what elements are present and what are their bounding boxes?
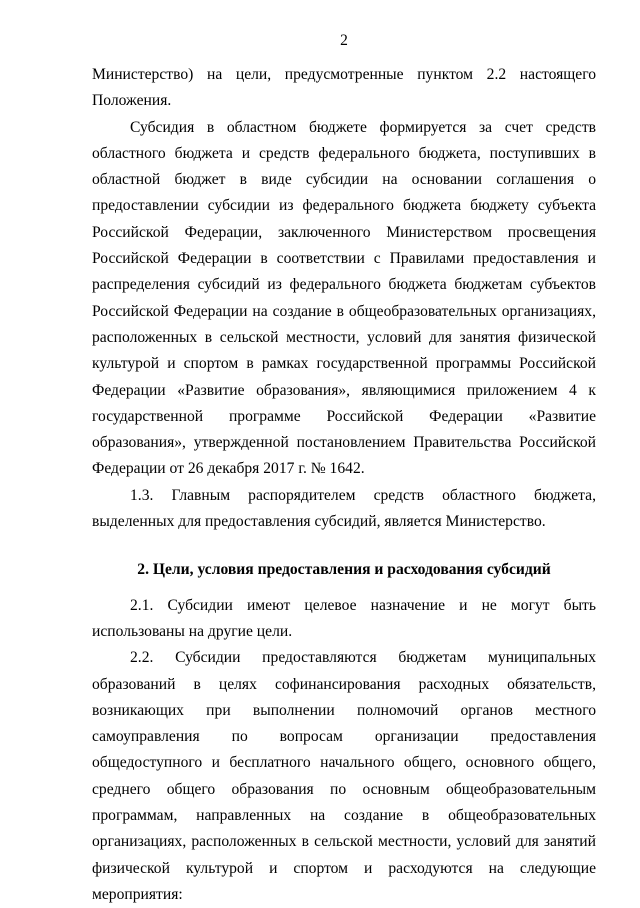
paragraph-1-3: 1.3. Главным распорядителем средств областного бюджета, выделенных для предоставления субсидий, является Министерство.	[92, 486, 596, 531]
document-page	[92, 32, 596, 908]
page-number: 2	[340, 32, 348, 49]
paragraph-2-1: 2.1. Субсидии имеют целевое назначение и не могут быть использованы на другие цели.	[92, 596, 596, 640]
paragraph-subsidy-formation: Субсидия в областном бюджете формируется за счет средств областного бюджета и средств федерального бюджета, поступивших в областной бюджет в виде субсидии на основании соглашения о предоставлении субсидии из федерального бюджета бюджету субъекта Российской Федерации, заключенного Министерством просвещения Российской Федерации в соответствии с Правилами предоставления и распределения субсидий из федерального бюджета бюджетам субъектов Российской Федерации на создание в общеобразовательных организациях, расположенных в сельской местности, условий для занятия физической культурой и спортом в рамках государственной программы Российской Федерации «Развитие образования», являющимися приложением 4 к государственной программе Российской Федерации «Развитие образования», утвержденной постановлением Правительства Российской Федерации от 26 декабря 2017 г. № 1642.	[92, 118, 596, 478]
section-heading: 2. Цели, условия предоставления и расходования субсидий	[137, 561, 551, 579]
paragraph-continuation: Министерство) на цели, предусмотренные пунктом 2.2 настоящего Положения.	[92, 66, 596, 110]
paragraph-2-2: 2.2. Субсидии предоставляются бюджетам муниципальных образований в целях софинансирования расходных обязательств, возникающих при выполнении полномочий органов местного самоуправления по вопросам организации предоставления общедоступного и бесплатного начального общего, основного общего, среднего общего образования по основным общеобразовательным программам, направленных на создание в общеобразовательных организациях, расположенных в сельской местности, условий для занятий физической культурой и спортом и расходуются на следующие мероприятия:	[92, 649, 596, 903]
